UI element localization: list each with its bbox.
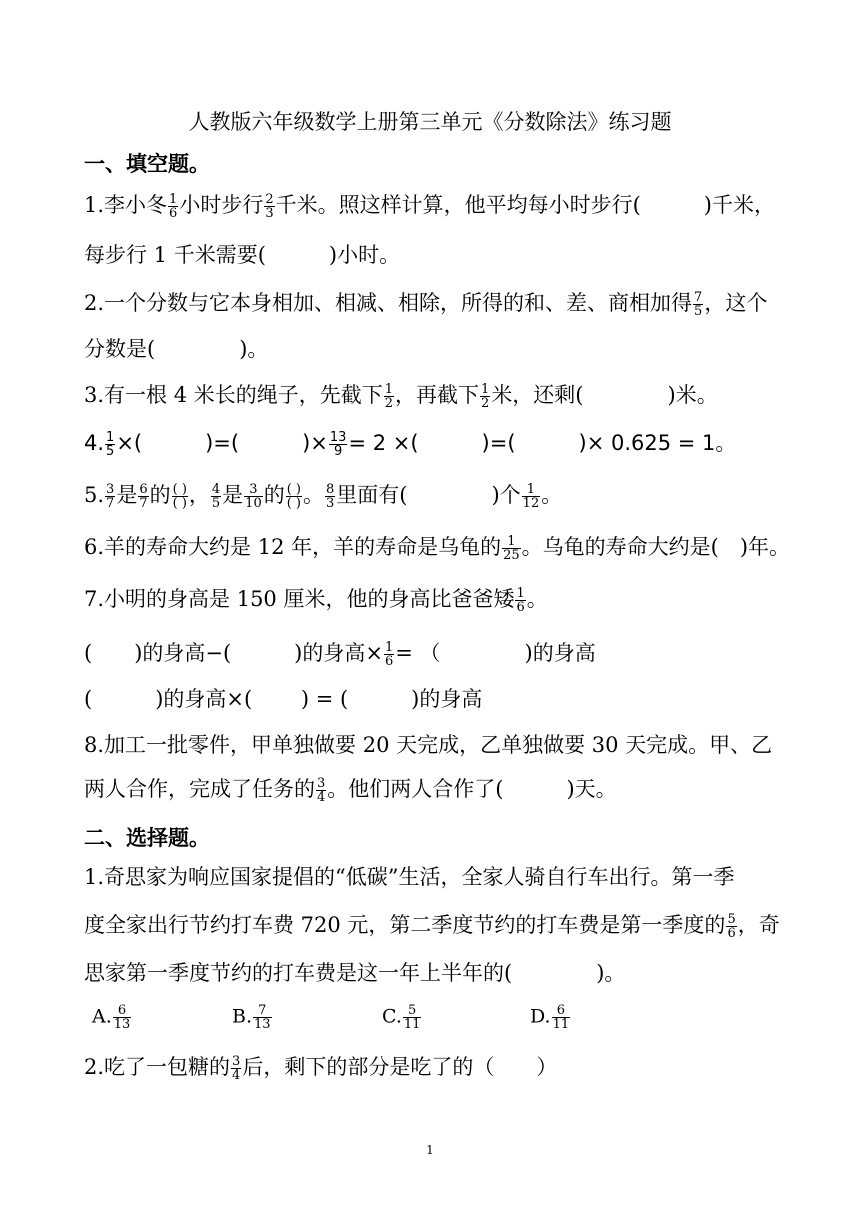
blank-fraction xyxy=(286,483,302,510)
text-segment: 6.羊的寿命大约是 12 年，羊的寿命是乌龟的 xyxy=(84,535,502,559)
fraction xyxy=(515,587,525,614)
question-2-line-2: 分数是( )。 xyxy=(84,337,269,361)
numerator: 6 xyxy=(139,482,148,497)
option-label: D. xyxy=(530,1005,551,1028)
option-c[interactable] xyxy=(382,1004,422,1031)
denominator: 11 xyxy=(552,1017,570,1032)
fraction xyxy=(384,383,394,410)
text-segment: 3.有一根 4 米长的绳子，先截下 xyxy=(84,383,383,407)
denominator: 4 xyxy=(317,790,326,805)
numerator: 1 xyxy=(169,192,178,207)
question-5 xyxy=(84,480,562,510)
fraction xyxy=(403,1004,422,1031)
denominator: 7 xyxy=(139,496,148,511)
fraction xyxy=(693,291,703,318)
denominator: 25 xyxy=(503,548,520,563)
fraction xyxy=(211,483,221,510)
fraction xyxy=(113,1004,132,1031)
denominator: 12 xyxy=(522,496,540,511)
text-segment: ，这个 xyxy=(704,291,768,315)
text-segment: 2.一个分数与它本身相加、相减、相除，所得的和、差、商相加得 xyxy=(84,291,693,315)
denominator: 3 xyxy=(326,496,335,511)
denominator: 13 xyxy=(113,1017,131,1032)
numerator: ( ) xyxy=(172,482,187,497)
numerator: 5 xyxy=(727,912,736,927)
question-1-line-2: 每步行 1 千米需要( )小时。 xyxy=(84,243,401,267)
fraction xyxy=(522,483,541,510)
fraction xyxy=(384,641,394,668)
text-segment: ( )的身高−( )的身高× xyxy=(84,641,383,665)
fraction xyxy=(244,483,263,510)
numerator: 7 xyxy=(253,1004,272,1018)
text-segment: 。 xyxy=(303,483,324,507)
numerator: 7 xyxy=(694,290,703,305)
denominator: 11 xyxy=(403,1017,421,1032)
text-segment: 5. xyxy=(84,483,105,507)
choice-2 xyxy=(84,1052,557,1082)
fraction xyxy=(253,1004,272,1031)
numerator: 3 xyxy=(232,1054,241,1069)
question-7-line-1 xyxy=(84,584,548,614)
denominator: 7 xyxy=(106,496,115,511)
text-segment: ，奇 xyxy=(737,913,780,937)
denominator: 6 xyxy=(384,654,394,669)
text-segment: 。他们两人合作了( )天。 xyxy=(327,777,617,801)
text-segment: 米，还剩( )米。 xyxy=(491,383,718,407)
text-segment: = 2 ×( )=( )× 0.625 = 1。 xyxy=(348,431,737,455)
text-segment: 1.李小冬 xyxy=(84,193,168,217)
fraction xyxy=(264,193,274,220)
numerator: 1 xyxy=(481,382,490,397)
text-segment: 的 xyxy=(263,483,285,507)
numerator: 4 xyxy=(211,482,221,497)
text-segment: 是 xyxy=(116,483,138,507)
fraction xyxy=(105,483,115,510)
text-segment: ，再截下 xyxy=(395,383,480,407)
fraction xyxy=(502,535,521,562)
text-segment: 。乌龟的寿命大约是( )年。 xyxy=(521,535,791,559)
denominator: ( ) xyxy=(172,496,187,511)
denominator: 6 xyxy=(727,926,736,941)
text-segment: 4. xyxy=(84,431,105,455)
fraction xyxy=(552,1004,571,1031)
numerator: 6 xyxy=(113,1004,132,1018)
section-multiple-choice-heading: 二、选择题。 xyxy=(84,825,210,850)
text-segment: 后，剩下的部分是吃了的（ ） xyxy=(242,1055,558,1079)
choice-1-line-1: 1.奇思家为响应国家提倡的“低碳”生活，全家人骑自行车出行。第一季 xyxy=(84,865,735,889)
numerator: 1 xyxy=(516,586,525,601)
fraction xyxy=(480,383,490,410)
text-segment: 千米。照这样计算，他平均每小时步行( )千米， xyxy=(275,193,775,217)
denominator: 10 xyxy=(245,496,262,511)
option-a[interactable] xyxy=(92,1004,132,1031)
question-1-line-1 xyxy=(84,190,775,220)
numerator: 6 xyxy=(552,1004,571,1018)
fraction xyxy=(168,193,178,220)
denominator: 4 xyxy=(232,1068,241,1083)
denominator: 13 xyxy=(254,1017,271,1032)
denominator: 5 xyxy=(106,443,115,459)
denominator: 5 xyxy=(211,496,221,511)
text-segment: 。 xyxy=(541,483,563,507)
option-label: B. xyxy=(232,1005,253,1028)
fraction xyxy=(105,431,115,458)
fraction xyxy=(329,431,348,458)
option-b[interactable] xyxy=(232,1004,273,1031)
page-title: 人教版六年级数学上册第三单元《分数除法》练习题 xyxy=(188,110,672,134)
numerator: 3 xyxy=(317,776,326,791)
question-7-line-3: ( )的身高×( ) = ( )的身高 xyxy=(84,687,483,711)
question-2-line-1 xyxy=(84,288,767,318)
text-segment: 两人合作，完成了任务的 xyxy=(84,777,315,801)
numerator: 13 xyxy=(329,429,347,445)
text-segment: = （ )的身高 xyxy=(395,641,596,665)
question-4 xyxy=(84,428,736,458)
denominator: 6 xyxy=(516,600,525,615)
page-number: 1 xyxy=(426,1143,434,1157)
numerator: 5 xyxy=(403,1004,422,1018)
choice-1-line-3: 思家第一季度节约的打车费是这一年上半年的( )。 xyxy=(84,961,626,985)
denominator: 9 xyxy=(334,443,343,459)
numerator: 1 xyxy=(106,429,115,445)
text-segment: ， xyxy=(188,483,210,507)
denominator: 2 xyxy=(481,396,490,411)
text-segment: 度全家出行节约打车费 720 元，第二季度节约的打车费是第一季度的 xyxy=(84,913,726,937)
numerator: 8 xyxy=(326,482,335,497)
section-fill-in-heading: 一、填空题。 xyxy=(84,151,210,176)
denominator: 6 xyxy=(169,206,178,221)
question-8-line-2 xyxy=(84,774,617,804)
option-label: C. xyxy=(382,1005,402,1028)
fraction xyxy=(231,1055,241,1082)
numerator: ( ) xyxy=(286,482,301,497)
numerator: 3 xyxy=(106,482,115,497)
denominator: ( ) xyxy=(286,496,301,511)
text-segment: 7.小明的身高是 150 厘米，他的身高比爸爸矮 xyxy=(84,587,515,611)
numerator: 2 xyxy=(265,192,274,207)
numerator: 1 xyxy=(384,382,394,397)
numerator: 3 xyxy=(244,483,263,497)
fraction xyxy=(325,483,335,510)
question-8-line-1: 8.加工一批零件，甲单独做要 20 天完成，乙单独做要 30 天完成。甲、乙 xyxy=(84,733,773,757)
text-segment: 小时步行 xyxy=(179,193,264,217)
question-6 xyxy=(84,532,790,562)
denominator: 2 xyxy=(384,396,394,411)
text-segment: 的 xyxy=(149,483,171,507)
text-segment: 里面有( )个 xyxy=(336,483,521,507)
option-d[interactable] xyxy=(530,1004,571,1031)
denominator: 5 xyxy=(694,304,703,319)
fraction xyxy=(726,913,736,940)
text-segment: 。 xyxy=(526,587,548,611)
numerator: 1 xyxy=(502,535,521,549)
question-7-line-2 xyxy=(84,638,596,668)
text-segment: ×( )=( )× xyxy=(116,431,328,455)
blank-fraction xyxy=(172,483,188,510)
option-label: A. xyxy=(92,1005,112,1028)
fraction xyxy=(316,777,326,804)
fraction xyxy=(138,483,148,510)
numerator: 1 xyxy=(522,483,541,497)
question-3 xyxy=(84,380,718,410)
text-segment: 是 xyxy=(222,483,244,507)
choice-1-line-2 xyxy=(84,910,780,940)
denominator: 3 xyxy=(265,206,274,221)
text-segment: 2.吃了一包糖的 xyxy=(84,1055,231,1079)
numerator: 1 xyxy=(384,640,394,655)
